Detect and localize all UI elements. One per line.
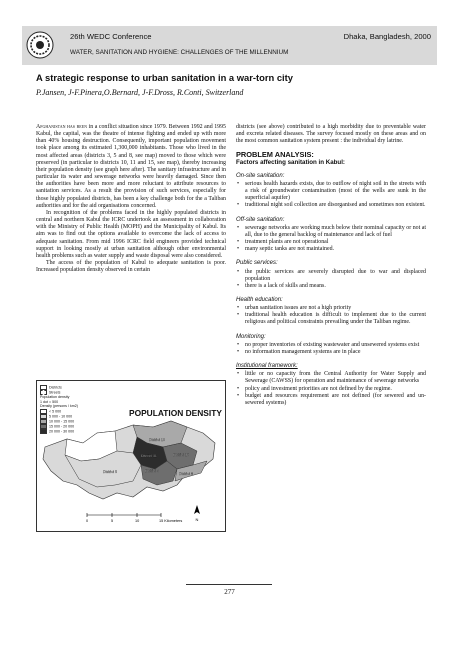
list-item: • urban sanitation issues are not a high priority (245, 305, 426, 312)
conference-subtitle: WATER, SANITATION AND HYGIENE: CHALLENGES OF THE MILLENNIUM (70, 49, 289, 56)
list-item: • traditional night soil collection are disorganised and sometimes non existent. (245, 202, 426, 209)
scale-label-0: 0 (86, 519, 89, 523)
footer-rule (186, 584, 272, 585)
legend-streets: Streets (40, 390, 78, 395)
institutional-list (236, 371, 426, 407)
paragraph-assessment: In recognition of the problems faced in the highly populated districts in central and northern Kabul the ICRC undertook an assessment in collaboration with the Ministry of Public Health (MOPH) and the Municipality of Kabul. Its aim was to find out the options available to overcome the lack of access to adequate sanitation. From mid 1996 ICRC field engineers provided technical support in looking mostly at urban sanitation although other environmental health problems such as water supply and waste disposal were also considered. (36, 209, 226, 259)
map-graphic (37, 381, 225, 531)
article-title: A strategic response to urban sanitation in a war-torn city (36, 72, 293, 83)
scale-label-5: 5 (111, 519, 114, 523)
list-item: • little or no capacity from the Central Authority for Water Supply and Sewerage (CAWSS) for operation and maintenance of sewerage networks (245, 371, 426, 385)
paragraph-access: The access of the population of Kabul to adequate sanitation is poor. Increased population density observed in certain (36, 259, 226, 274)
conference-header (22, 26, 437, 65)
health-education-heading: Health education: (236, 296, 283, 303)
monitoring-list (236, 342, 426, 356)
legend-class-1: < 5 000 (40, 409, 78, 414)
list-item: • sewerage networks are working much below their nominal capacity or not at all, due to the general backlog of maintenance and lack of fuel (245, 225, 426, 239)
legend-districts: Districts (40, 385, 78, 390)
label-district-11: District 11 (141, 454, 157, 458)
lead-in: Afghanistan has been (36, 124, 88, 130)
onsite-list (236, 181, 426, 210)
public-services-list (236, 269, 426, 290)
label-district-8: District 8 (179, 472, 193, 476)
scale-label-15: 15 Kilometers (159, 519, 183, 523)
legend-density-title: Density (persons / km2) (40, 404, 78, 409)
intro-text: in a conflict situation since 1979. Between 1992 and 1995 Kabul, the capital, was the theatre of intense fighting and ended up with more than 40% housing destruction. Consequently, important population movement took place among its estimated 1,300,000 inhabitants. Those who lived in the most affected areas (districts 3, 5 and 8, see map) moved to those which were preserved (in particular to districts 10, 11 and 15, see map), thereby increasing their population density (see graph here after). The sanitary infrastructure and in particular its water and sewerage networks were heavily damaged. Since then the authorities have been more and more reluctant to attribute resources to sanitation services. As a result the provision of such services, especially for those highly populated districts, has been a key challenge both for the a Taliban authorities and for the aid organisations concerned. (36, 124, 226, 209)
list-item: • treatment plants are not operational (245, 239, 426, 246)
list-item: • there is a lack of skills and means. (245, 283, 426, 290)
list-item: • no proper inventories of existing wastewater and unsewered systems exist (245, 342, 426, 349)
monitoring-heading: Monitoring: (236, 333, 266, 340)
legend-class-4: 15 000 - 20 000 (40, 424, 78, 429)
wedc-logo (26, 31, 54, 59)
list-item: • policy and investment priorities are not defined by the regime. (245, 386, 426, 393)
paragraph-continued: districts (see above) contributed to a high morbidity due to preventable water and excreta related diseases. The survey focused mostly on these areas and on the most common sanitation system present : the individual dry latrine. (236, 124, 426, 145)
conference-location: Dhaka, Bangladesh, 2000 (343, 32, 431, 41)
list-item: • no information management systems are in place (245, 349, 426, 356)
list-item: • many septic tanks are not maintained. (245, 246, 426, 253)
list-item: • serious health hazards exists, due to outflow of night soil in the streets with a risk of groundwater contamination (most of the wells are sunk in the superficial aquifer) (245, 181, 426, 202)
section-heading: PROBLEM ANALYSIS: (236, 150, 314, 160)
public-services-heading: Public services: (236, 260, 278, 267)
label-district-15: District 15 (173, 453, 189, 457)
page-number: 277 (224, 588, 235, 596)
right-column (236, 124, 426, 407)
svg-text:N: N (195, 517, 199, 522)
scale-label-10: 10 (135, 519, 140, 523)
list-item: • budget and resources requirement are not defined (for sewered and un-sewered systems) (245, 393, 426, 407)
section-subheading: Factors affecting sanitation in Kabul: (236, 158, 345, 166)
label-district-10: District 10 (149, 438, 165, 442)
institutional-heading: Institutional framework: (236, 363, 298, 370)
left-column (36, 124, 226, 274)
paragraph-intro (36, 124, 226, 210)
offsite-heading: Off-site sanitation: (236, 216, 285, 223)
conference-name: 26th WEDC Conference (70, 32, 152, 41)
map-title: POPULATION DENSITY (129, 408, 222, 418)
label-district-5: District 5 (103, 470, 117, 474)
population-density-map (36, 380, 226, 532)
list-item: • the public services are severely disrupted due to war and displaced population (245, 269, 426, 283)
legend-class-2: 5 000 - 10 000 (40, 414, 78, 419)
north-arrow-icon (194, 505, 200, 522)
list-item: • traditional health education is difficult to implement due to the current religious and political constraints prevailing under the Taliban regime. (245, 312, 426, 326)
label-district-3: District 3 (145, 469, 159, 473)
health-education-list (236, 305, 426, 326)
legend-population: Population density (40, 395, 70, 400)
article-authors: P.Jansen, J-F.Pinera,O.Bernard, J-F.Dross, R.Conti, Switzerland (36, 88, 244, 97)
legend-class-5: 20 000 - 30 000 (40, 429, 78, 434)
legend-class-3: 10 000 - 15 000 (40, 419, 78, 424)
onsite-heading: On-site sanitation: (236, 172, 285, 179)
legend-dot: 1 dot = 500 (40, 399, 59, 404)
offsite-list (236, 225, 426, 254)
map-scale-bar (86, 513, 182, 523)
